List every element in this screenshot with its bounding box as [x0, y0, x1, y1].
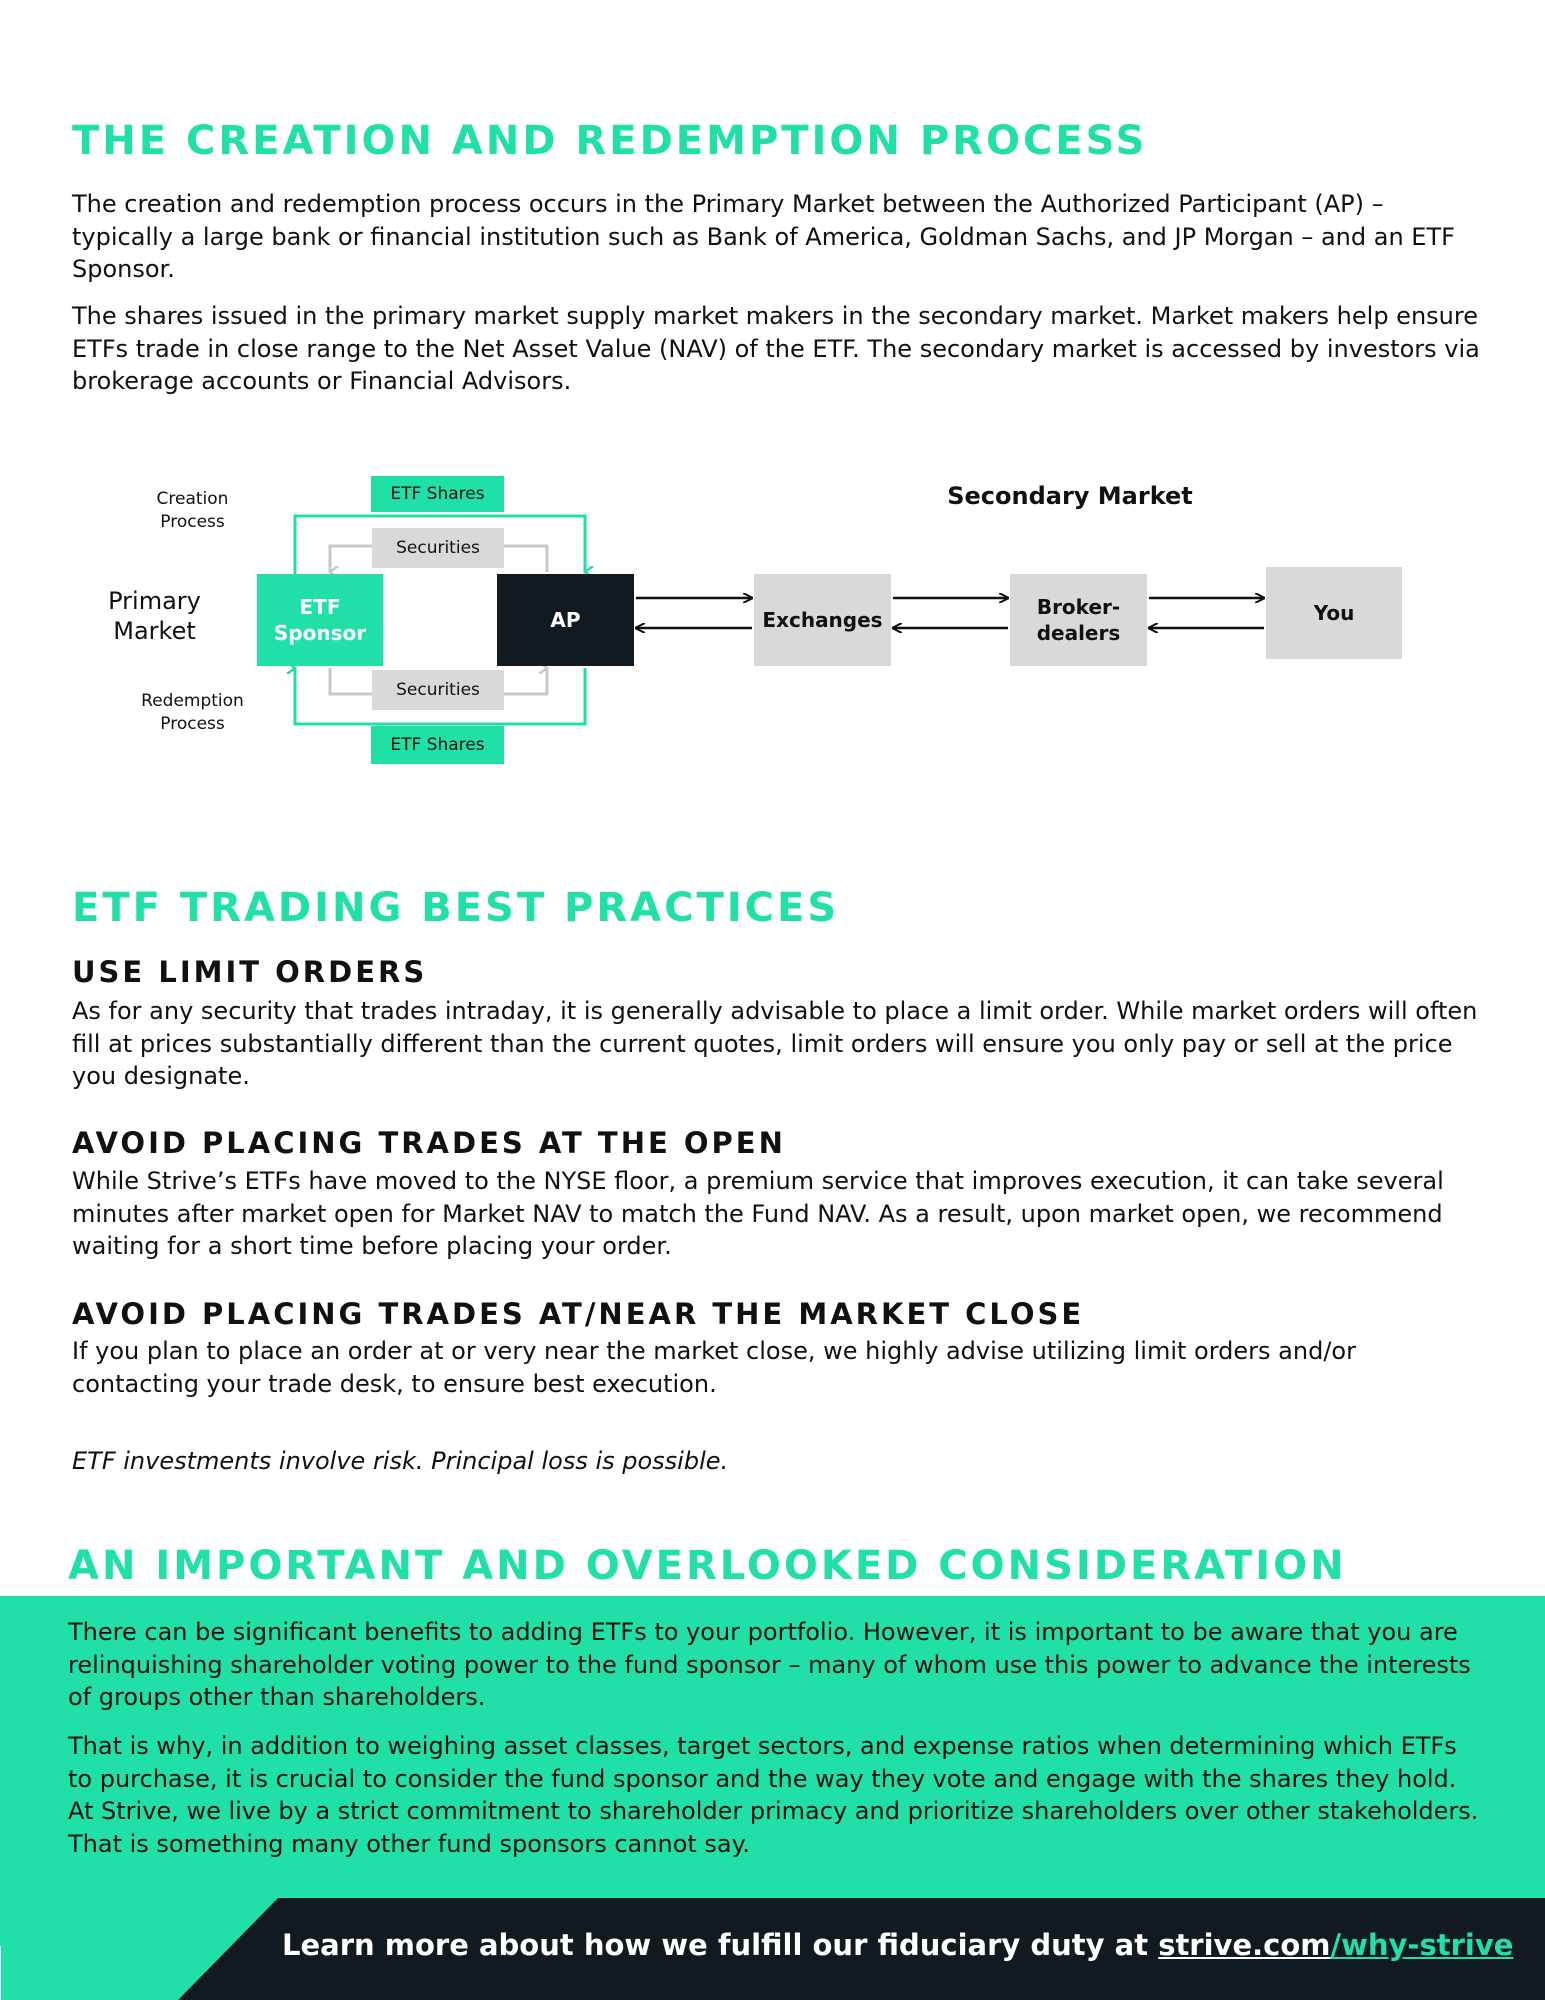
section-title-best-practices: ETF TRADING BEST PRACTICES — [72, 885, 840, 931]
redemption-process-label: Redemption Process — [141, 691, 244, 734]
etf-shares-bottom-box: ETF Shares — [371, 726, 504, 764]
securities-top-box: Securities — [372, 528, 504, 568]
risk-disclaimer: ETF investments involve risk. Principal loss is possible. — [72, 1447, 729, 1475]
footer-cta — [282, 1928, 1513, 1962]
consideration-paragraph-1: There can be significant benefits to adding ETFs to your portfolio. However, it is important to be aware that you are relinquishing shareholder voting power to the fund sponsor – many of whom use this power to advance the interests of groups other than shareholders. — [68, 1618, 1471, 1711]
practice-heading-limit-orders: USE LIMIT ORDERS — [72, 955, 428, 989]
etf-shares-top-box: ETF Shares — [371, 476, 504, 512]
securities-bottom-box: Securities — [372, 670, 504, 710]
etf-sponsor-box: ETF Sponsor — [257, 574, 383, 666]
practice-text-open: While Strive’s ETFs have moved to the NYSE floor, a premium service that improves execution, it can take several minutes after market open for Market NAV to match the Fund NAV. As a result, upon market open, we recommend waiting for a short time before placing your order. — [72, 1167, 1444, 1260]
primary-market-label: Primary Market — [108, 587, 201, 645]
section-title-creation-redemption: THE CREATION AND REDEMPTION PROCESS — [72, 118, 1148, 164]
intro-paragraph-1: The creation and redemption process occurs in the Primary Market between the Authorized Participant (AP) – typically a large bank or financial institution such as Bank of America, Goldman Sachs, and JP Morgan – and an ETF Sponsor. — [72, 190, 1455, 283]
creation-redemption-diagram — [0, 470, 1545, 770]
practice-text-close: If you plan to place an order at or very near the market close, we highly advise utilizing limit orders and/or contacting your trade desk, to ensure best execution. — [72, 1337, 1356, 1398]
practice-heading-close: AVOID PLACING TRADES AT/NEAR THE MARKET CLOSE — [72, 1297, 1085, 1331]
footer-lead-text: Learn more about how we fulfill our fiduciary duty at — [282, 1928, 1159, 1962]
footer-link-path[interactable]: /why-strive — [1330, 1928, 1514, 1962]
section-title-consideration: AN IMPORTANT AND OVERLOOKED CONSIDERATION — [68, 1543, 1347, 1589]
consideration-paragraph-2: That is why, in addition to weighing asset classes, target sectors, and expense ratios when determining which ETFs to purchase, it is crucial to consider the fund sponsor and the way they vote and engage with the shares they hold. At Strive, we live by a strict commitment to shareholder primacy and prioritize shareholders over other stakeholders. That is something many other fund sponsors cannot say. — [68, 1732, 1479, 1858]
secondary-market-label: Secondary Market — [947, 482, 1193, 510]
practice-heading-open: AVOID PLACING TRADES AT THE OPEN — [72, 1126, 786, 1160]
intro-paragraph-2: The shares issued in the primary market supply market makers in the secondary market. Market makers help ensure ETFs trade in close range to the Net Asset Value (NAV) of the ETF. The secondary market is accessed by investors via brokerage accounts or Financial Advisors. — [72, 302, 1480, 395]
practice-text-limit-orders: As for any security that trades intraday, it is generally advisable to place a limit order. While market orders will often fill at prices substantially different than the current quotes, limit orders will ensure you only pay or sell at the price you designate. — [72, 997, 1478, 1090]
ap-box: AP — [497, 574, 634, 666]
you-box: You — [1266, 567, 1402, 659]
exchanges-box: Exchanges — [754, 574, 891, 666]
footer-link-domain[interactable]: strive.com — [1158, 1928, 1331, 1962]
creation-process-label: Creation Process — [156, 489, 229, 532]
broker-dealers-box: Broker-dealers — [1010, 574, 1147, 666]
